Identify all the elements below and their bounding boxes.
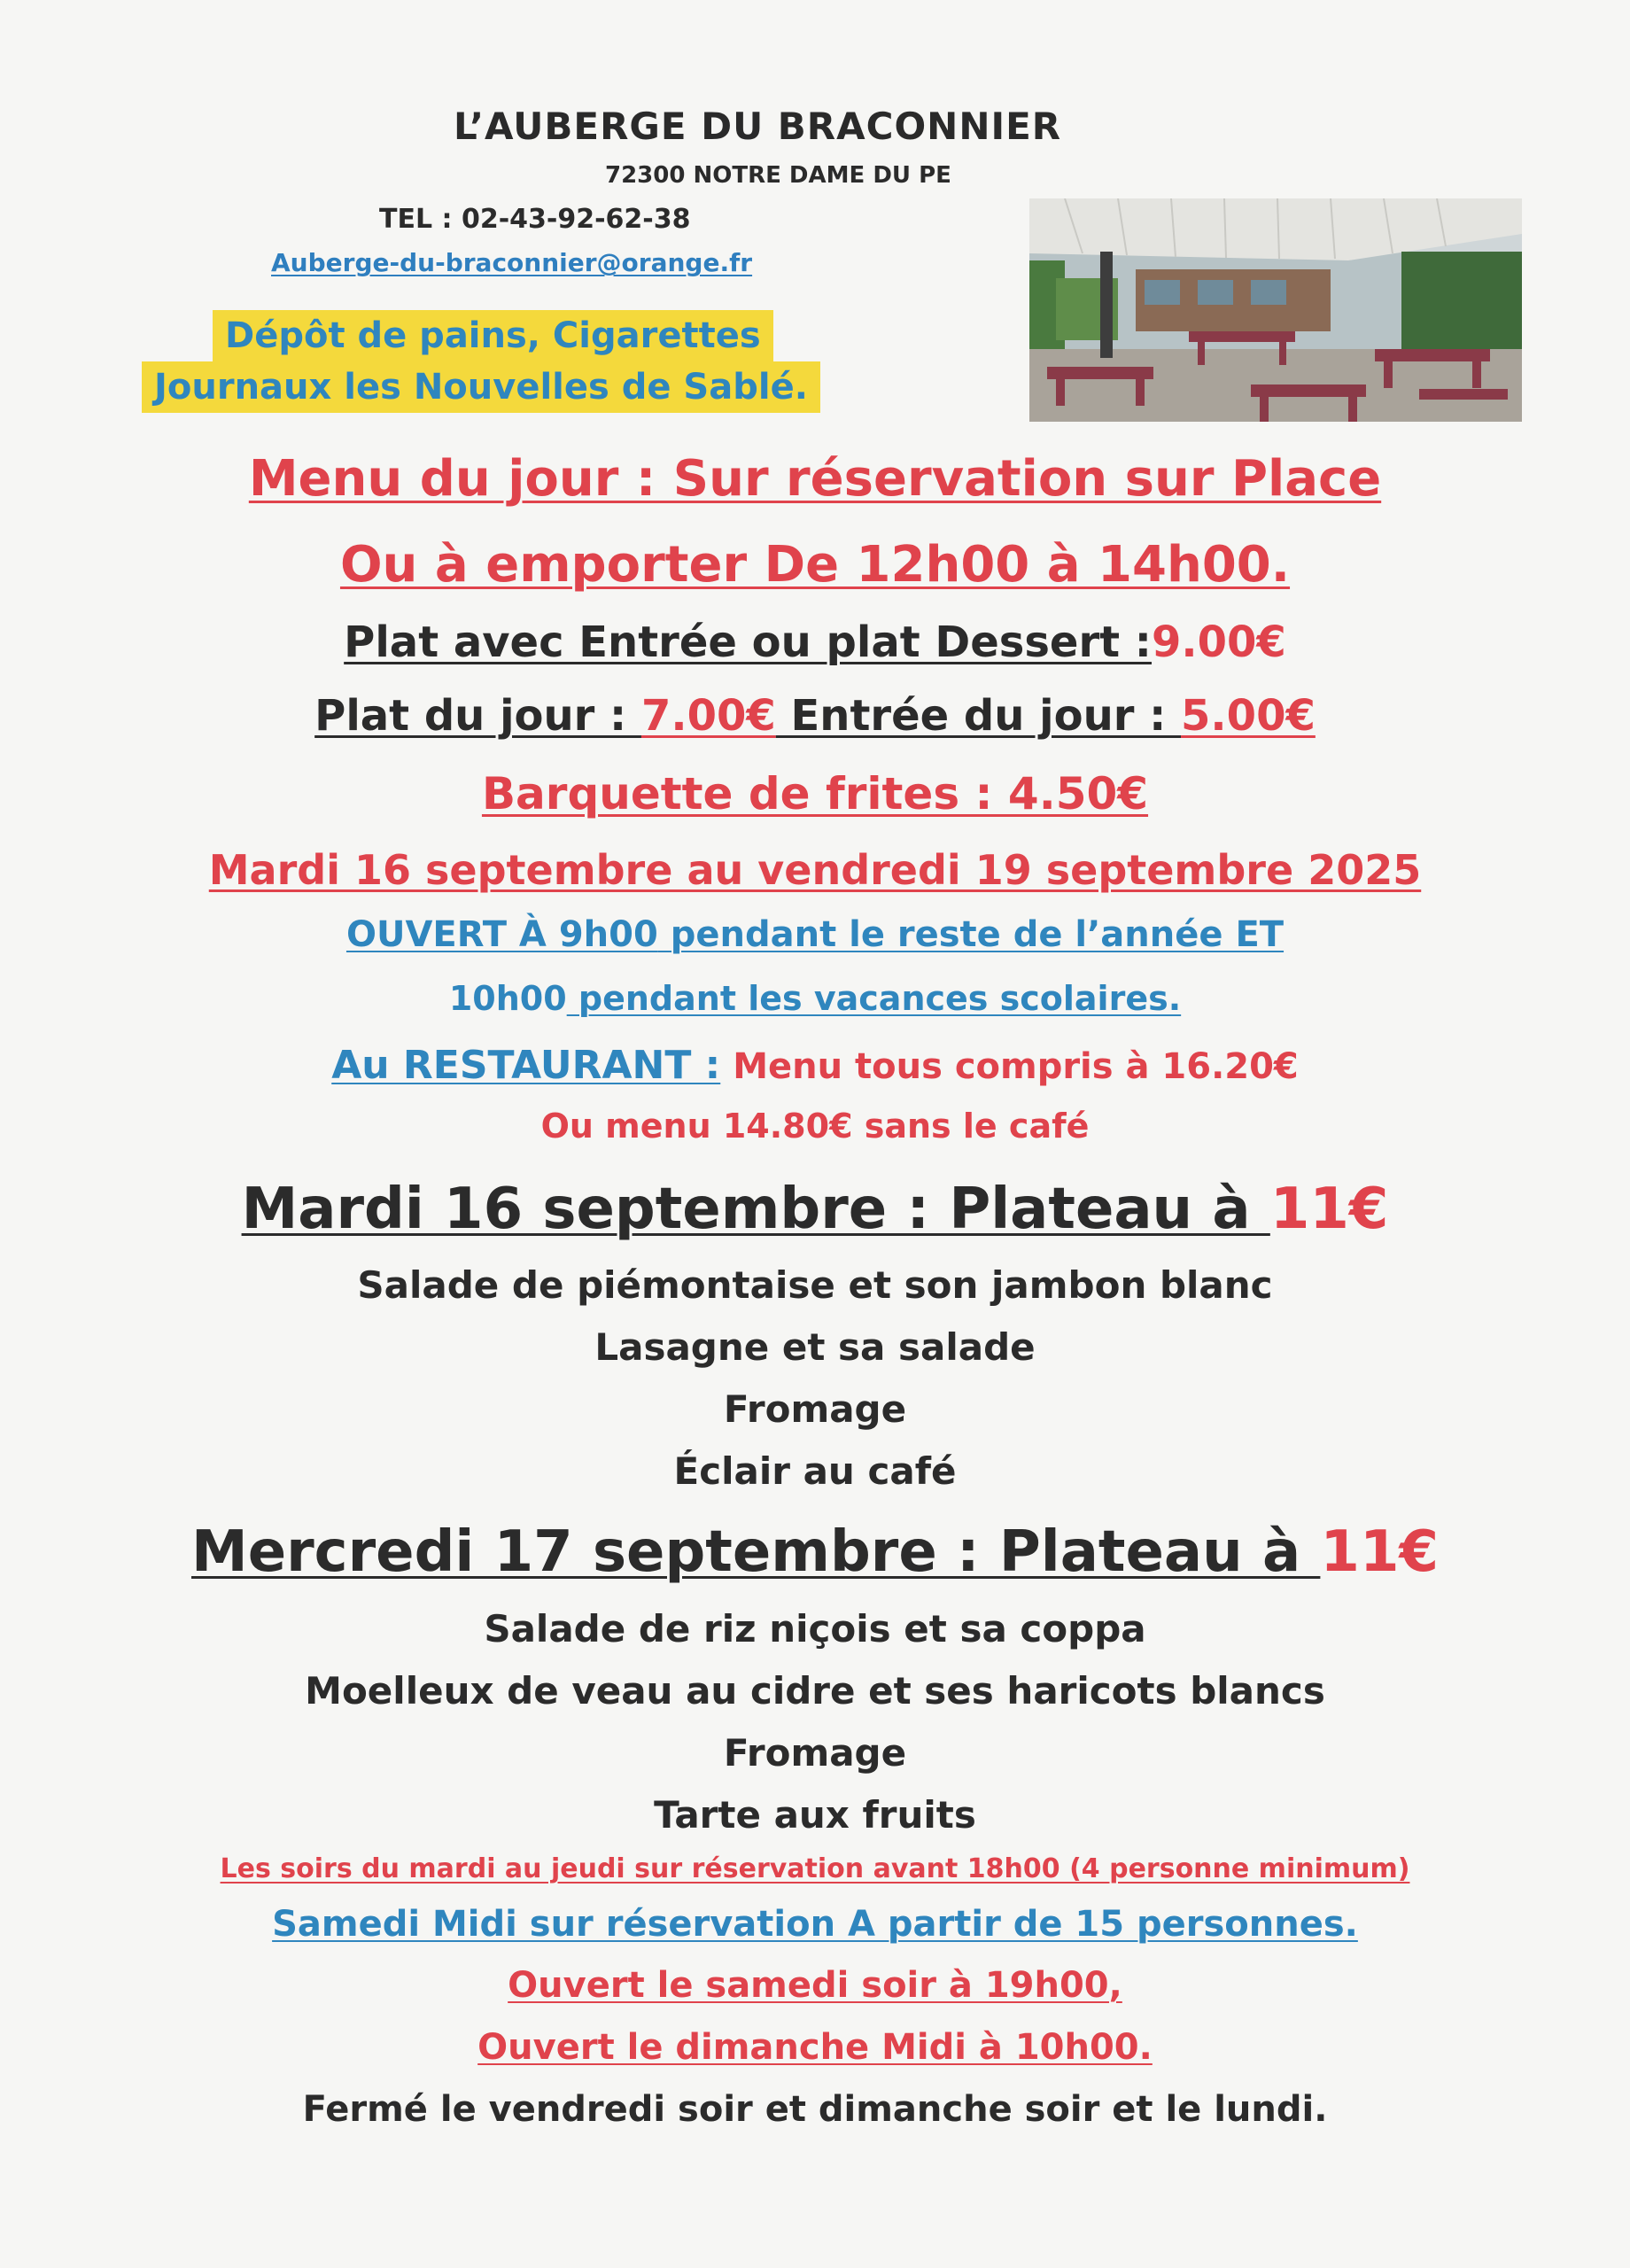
frites-price: Barquette de frites : 4.50€	[481, 768, 1149, 819]
sunday-noon-note: Ouvert le dimanche Midi à 10h00.	[477, 2027, 1153, 2068]
holiday-hours-line	[0, 979, 1630, 1018]
evening-reservation-note: Les soirs du mardi au jeudi sur réservation avant 18h00 (4 personne minimum)	[220, 1853, 1410, 1884]
day-heading-text: Mardi 16 septembre : Plateau à	[241, 1177, 1270, 1242]
shop-line-newspapers: Journaux les Nouvelles de Sablé.	[142, 361, 820, 413]
plat-price: 7.00€	[640, 691, 776, 741]
day-heading-wednesday	[0, 1519, 1630, 1585]
restaurant-label: Au RESTAURANT :	[331, 1043, 721, 1088]
restaurant-menu-alt: Ou menu 14.80€ sans le café	[540, 1107, 1090, 1146]
week-dates: Mardi 16 septembre au vendredi 19 septembre 2025	[208, 846, 1422, 894]
plat-label: Plat du jour :	[314, 691, 641, 741]
menu-item: Lasagne et sa salade	[594, 1325, 1036, 1369]
day-heading-text: Mercredi 17 septembre : Plateau à	[191, 1519, 1321, 1585]
menu-du-jour-line2: Ou à emporter De 12h00 à 14h00.	[339, 536, 1291, 594]
saturday-noon-note: Samedi Midi sur réservation A partir de 15 personnes.	[272, 1904, 1358, 1945]
combo-label: Plat avec Entrée ou plat Dessert :	[344, 617, 1152, 667]
phone-number: TEL : 02-43-92-62-38	[379, 204, 691, 235]
day-heading-tuesday	[0, 1177, 1630, 1242]
saturday-evening-note: Ouvert le samedi soir à 19h00,	[508, 1965, 1122, 2006]
holiday-rest: pendant les vacances scolaires.	[566, 979, 1182, 1018]
email-link[interactable]: Auberge-du-braconnier@orange.fr	[271, 248, 753, 277]
menu-item: Moelleux de veau au cidre et ses haricots blancs	[305, 1669, 1325, 1713]
day-price: 11€	[1269, 1177, 1389, 1242]
closed-days-note: Fermé le vendredi soir et dimanche soir et le lundi.	[302, 2089, 1328, 2130]
day-price: 11€	[1320, 1519, 1439, 1585]
address: 72300 NOTRE DAME DU PE	[605, 162, 951, 189]
restaurant-menu-full: Menu tous compris à 16.20€	[720, 1046, 1299, 1087]
terrace-photo	[1029, 198, 1522, 422]
restaurant-line	[0, 1043, 1630, 1088]
menu-item: Salade de riz niçois et sa coppa	[484, 1607, 1146, 1651]
opening-hours-line	[0, 914, 1630, 955]
combo-price-line	[0, 617, 1630, 667]
menu-item: Salade de piémontaise et son jambon blanc	[357, 1263, 1273, 1307]
holiday-prefix: 10h00	[448, 979, 567, 1018]
shop-line-bread: Dépôt de pains, Cigarettes	[213, 310, 773, 361]
menu-item: Éclair au café	[673, 1449, 957, 1493]
header-title: L’AUBERGE DU BRACONNIER	[454, 105, 1062, 148]
open-prefix: OUVERT À 9h00	[345, 914, 658, 955]
menu-item: Tarte aux fruits	[654, 1793, 976, 1837]
combo-price: 9.00€	[1151, 617, 1286, 667]
open-rest: pendant le reste de l’année ET	[657, 914, 1285, 955]
entree-price: 5.00€	[1181, 691, 1316, 741]
menu-item: Fromage	[723, 1387, 907, 1431]
menu-item: Fromage	[723, 1731, 907, 1775]
plat-entree-line	[0, 691, 1630, 741]
entree-label: Entrée du jour :	[775, 691, 1182, 741]
menu-du-jour-line1: Menu du jour : Sur réservation sur Place	[248, 450, 1382, 508]
